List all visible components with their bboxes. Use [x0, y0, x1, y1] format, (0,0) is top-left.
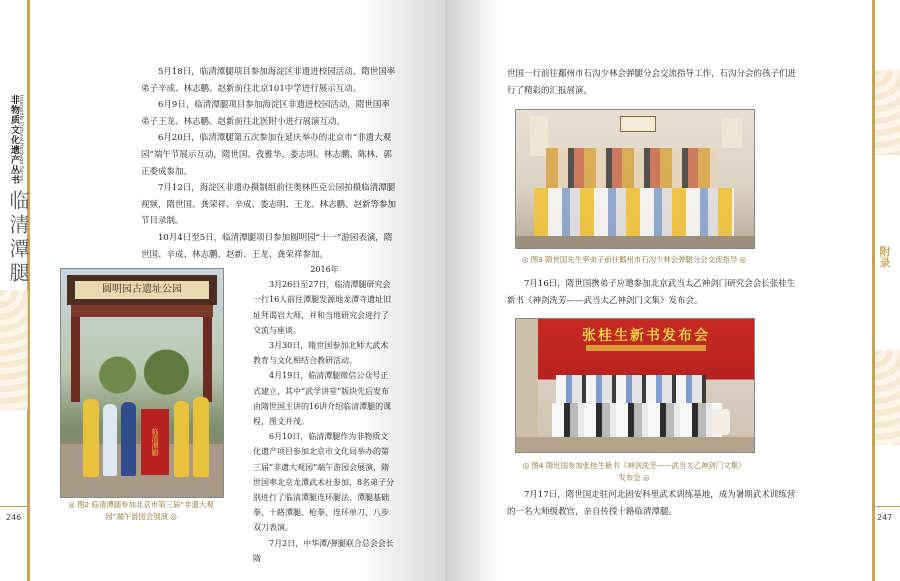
chair — [712, 409, 730, 435]
person — [103, 404, 117, 476]
paragraph: 6月10日，临清潭腿作为非物质文化遗产项目参加北京市文化局举办的第三届“非遗大观园”端午游园会展演，隋世国率北京龙潭武术社参加，8名弟子分别进行了临清潭腿连环腿法、潭腿基础拳、十路潭腿、枪拳、连环单刀、八步双刀表演。 — [253, 432, 395, 533]
paragraph: 6月20日，临清潭腿第五次参加在延庆举办的北京市“非遗大观园”端午节展示互动，隋世国、孜雅华、娄志明、林志鹏、陈林、郭正委成参加。 — [141, 133, 392, 177]
group-back-row — [546, 148, 716, 188]
gate-sign: 圆明园古遗址公园 — [75, 281, 209, 299]
caption-figure-2: ◎ 图2 临清潭腿参加北京市第三届“非遗大观园”端午游园会展演 ◎ — [68, 500, 214, 521]
right-page — [445, 0, 900, 581]
person — [174, 401, 189, 477]
page-number-right: 247 — [877, 513, 893, 522]
paragraph: 5月18日，临清潭腿项目参加海淀区非遗进校园活动，隋世国率弟子辛成、林志鹏、赵新前往北京101中学进行展示互动。 — [141, 67, 396, 94]
paragraph: 6月9日，临清潭腿项目参加海淀区非遗进校园活动，隋世国率弟子王龙、林志鹏、赵新前往北医附小进行展演互动。 — [141, 100, 390, 127]
photo-figure-4 — [515, 318, 755, 453]
person — [83, 399, 99, 477]
left-page — [0, 0, 445, 581]
right-text-mid — [507, 276, 797, 309]
caption-figure-3: ◎ 图3 隋世国先生率弟子前往鄱州市石沟少林会弹腿分会交流指导 ◎ — [521, 255, 747, 264]
right-text-bottom — [507, 487, 797, 520]
gate-pillar — [71, 317, 80, 402]
photo-figure-3 — [515, 109, 755, 249]
series-title: 非物质文化遗产丛书 — [9, 95, 19, 185]
series-subtitle: Intangible Cultural Heritage Series — [18, 95, 24, 182]
group-front-row — [552, 403, 722, 437]
photo-figure-2 — [60, 268, 224, 498]
floor — [516, 437, 754, 452]
paragraph: 4月19日，临清潭腿微信公众号正式建立，其中“武学讲堂”版块先后发布由隋世国主讲的16讲介绍临清潭腿的课程，图文并茂。 — [253, 371, 392, 427]
paragraph: 3月26日至27日，临清潭腿研究会一行16人前往潭腿发源地龙潭寺遗址旧址拜谒岩大师，并和当地研究会进行了交流与座谈。 — [253, 280, 392, 335]
right-text-top — [507, 66, 797, 99]
person — [121, 402, 136, 476]
section-label: 附录 — [878, 246, 891, 268]
paragraph: 7月12日，海淀区非遗办摄制组前往奥林匹克公园拍摄临清潭腿视频，隋世国、龚荣祥、辛成、娄志明、王龙、林志鹏、赵新等参加节目录制。 — [141, 183, 397, 227]
paragraph: 7月2日，中华潭/弹腿联合总会会长隋 — [253, 538, 394, 563]
side-wall — [516, 319, 538, 452]
left-text-column — [253, 262, 396, 566]
paragraph: 世国一行前往鄱州市石沟少林会弹腿分会交流指导工作，石沟分会的孩子们进行了精彩的汇报展演。 — [507, 69, 797, 96]
decorative-band-right — [875, 70, 900, 155]
paragraph: 3月30日，隋世国参加北师大武术教育与文化相结合教研活动。 — [253, 341, 389, 366]
page-number-rule-right — [872, 506, 900, 507]
paragraph: 7月17日，隋世国走驻河北固安科里武术训练基地，成为暑期武术训练营的一名大师级教官，亲自传授十路临清潭腿。 — [507, 490, 796, 517]
decorative-band-right-lower — [875, 350, 900, 445]
wall-scroll — [722, 118, 742, 148]
paragraph: 10月4日至5日，临清潭腿项目参加圆明园“十一”游园表演，隋世国、辛成、林志鹏、赵新、王龙、龚荣祥参加。 — [141, 232, 393, 260]
person — [193, 397, 209, 477]
year-heading: 2016年 — [310, 265, 339, 274]
banner-text: 张桂生新书发布会 — [582, 328, 710, 344]
left-text-block — [141, 64, 396, 263]
decorative-band-left — [0, 290, 28, 410]
paragraph: 7月16日，隋世国携弟子应邀参加北京武当太乙神剑门研究会会长张桂生新书《神剑洗芳——武当太乙神剑门文集》发布会。 — [507, 279, 796, 306]
red-banner: 临清潭腿 — [141, 409, 169, 475]
group-front-row — [534, 188, 734, 236]
group-back-row — [556, 375, 706, 405]
page-number-left: 246 — [6, 513, 22, 522]
wall-scroll — [620, 116, 656, 132]
page-number-rule-left — [0, 506, 28, 507]
gate-pillar — [203, 317, 212, 402]
caption-figure-4: ◎ 图4 隋世国参加张桂生新书《神剑洗芳——武当太乙神剑门文集》发布会 ◎ — [522, 461, 746, 482]
book-title-calligraphy: 临清潭腿 — [6, 190, 30, 286]
gate-frame — [71, 305, 213, 317]
floor — [516, 236, 754, 248]
banner-subline — [586, 345, 706, 351]
trees — [81, 339, 203, 399]
